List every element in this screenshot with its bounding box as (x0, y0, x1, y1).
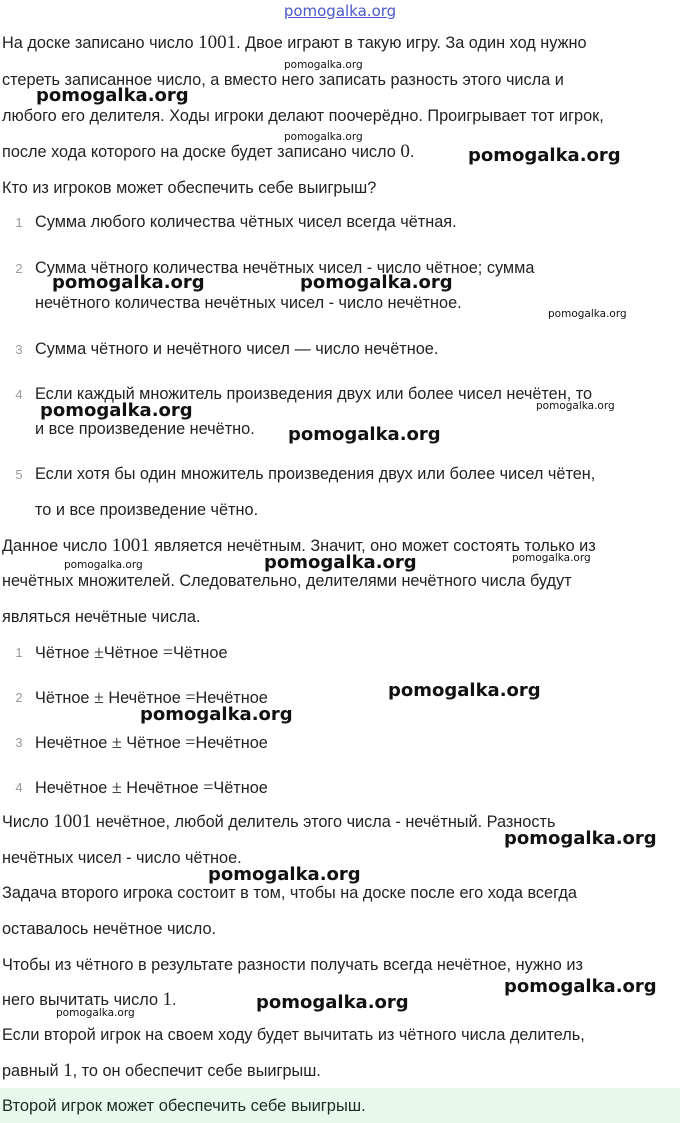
list-item-number: 1 (15, 215, 23, 230)
number-1: 1 (63, 1060, 73, 1081)
list-item-number: 3 (15, 342, 23, 357)
number-1001: 1001 (53, 811, 92, 832)
watermark: pomogalka.org (52, 272, 205, 293)
list-item: Сумма любого количества чётных чисел всегда чётная. (35, 213, 457, 231)
list-item: и все произведение нечётно. (35, 420, 255, 438)
list-item-number: 2 (15, 261, 23, 276)
problem-line-4: после хода которого на доске будет записано число 0. (2, 141, 415, 162)
problem-question: Кто из игроков может обеспечить себе выигрыш? (2, 179, 377, 197)
paragraph-2-line-2: нечётных чисел - число чётное. (2, 849, 242, 867)
problem-line-1: На доске записано число 1001. Двое играют в такую игру. За один ход нужно (2, 32, 587, 53)
watermark: pomogalka.org (284, 59, 363, 71)
list-item: Нечётное ± Нечётное =Чётное (35, 777, 268, 797)
paragraph-1-line-3: являться нечётные числа. (2, 608, 201, 626)
paragraph-2-line-1: Число 1001 нечётное, любой делитель этого числа - нечётный. Разность (2, 811, 556, 832)
watermark: pomogalka.org (548, 308, 627, 320)
watermark: pomogalka.org (40, 400, 193, 421)
watermark: pomogalka.org (256, 992, 409, 1013)
paragraph-2-line-7: Если второй игрок на своем ходу будет вычитать из чётного числа делитель, (2, 1026, 585, 1044)
watermark: pomogalka.org (140, 704, 293, 725)
site-link[interactable]: pomogalka.org (283, 2, 397, 20)
list-item: Если каждый множитель произведения двух или более чисел нечётен, то (35, 385, 593, 403)
problem-line-2: стереть записанное число, а вместо него записать разность этого числа и (2, 71, 564, 89)
paragraph-2-line-5: Чтобы из чётного в результате разности получать всегда нечётное, нужно из (2, 956, 583, 974)
number-1: 1 (162, 989, 173, 1010)
list-item-number: 4 (15, 387, 23, 402)
paragraph-1-line-2: нечётных множителей. Следовательно, делителями нечётного числа будут (2, 572, 572, 590)
watermark: pomogalka.org (36, 85, 189, 106)
watermark: pomogalka.org (264, 552, 417, 573)
list-item: то и все произведение чётно. (35, 501, 259, 519)
list-item-number: 5 (15, 467, 23, 482)
watermark: pomogalka.org (536, 400, 615, 412)
number-0: 0 (400, 141, 410, 162)
list-item: Чётное ±Чётное =Чётное (35, 642, 228, 662)
watermark: pomogalka.org (300, 272, 453, 293)
watermark: pomogalka.org (504, 828, 657, 849)
paragraph-2-line-6: него вычитать число 1. (2, 989, 177, 1010)
list-item: Нечётное ± Чётное =Нечётное (35, 732, 268, 752)
list-item-number: 2 (15, 690, 23, 705)
list-item-number: 4 (15, 780, 23, 795)
answer-text: Второй игрок может обеспечить себе выигрыш. (2, 1097, 366, 1115)
paragraph-1-line-1: Данное число 1001 является нечётным. Значит, оно может состоять только из (2, 535, 596, 556)
list-item: нечётного количества нечётных чисел - число нечётное. (35, 294, 462, 312)
watermark: pomogalka.org (504, 976, 657, 997)
paragraph-2-line-4: оставалось нечётное число. (2, 920, 217, 938)
problem-line-3: любого его делителя. Ходы игроки делают поочерёдно. Проигрывает тот игрок, (2, 107, 604, 125)
watermark: pomogalka.org (388, 680, 541, 701)
watermark: pomogalka.org (56, 1007, 135, 1019)
list-item: Чётное ± Нечётное =Нечётное (35, 687, 268, 707)
watermark: pomogalka.org (468, 145, 621, 166)
list-item-number: 3 (15, 735, 23, 750)
list-item: Если хотя бы один множитель произведения двух или более чисел чётен, (35, 465, 596, 483)
paragraph-2-line-3: Задача второго игрока состоит в том, чтобы на доске после его хода всегда (2, 884, 577, 902)
paragraph-2-line-8: равный 1, то он обеспечит себе выигрыш. (2, 1060, 321, 1081)
watermark: pomogalka.org (288, 424, 441, 445)
watermark: pomogalka.org (64, 559, 143, 571)
list-item: Сумма чётного количества нечётных чисел - число чётное; сумма (35, 259, 535, 277)
watermark: pomogalka.org (208, 864, 361, 885)
watermark: pomogalka.org (284, 131, 363, 143)
list-item: Сумма чётного и нечётного чисел — число нечётное. (35, 340, 439, 358)
number-1001: 1001 (198, 32, 237, 53)
list-item-number: 1 (15, 645, 23, 660)
number-1001: 1001 (111, 535, 150, 556)
watermark: pomogalka.org (512, 552, 591, 564)
